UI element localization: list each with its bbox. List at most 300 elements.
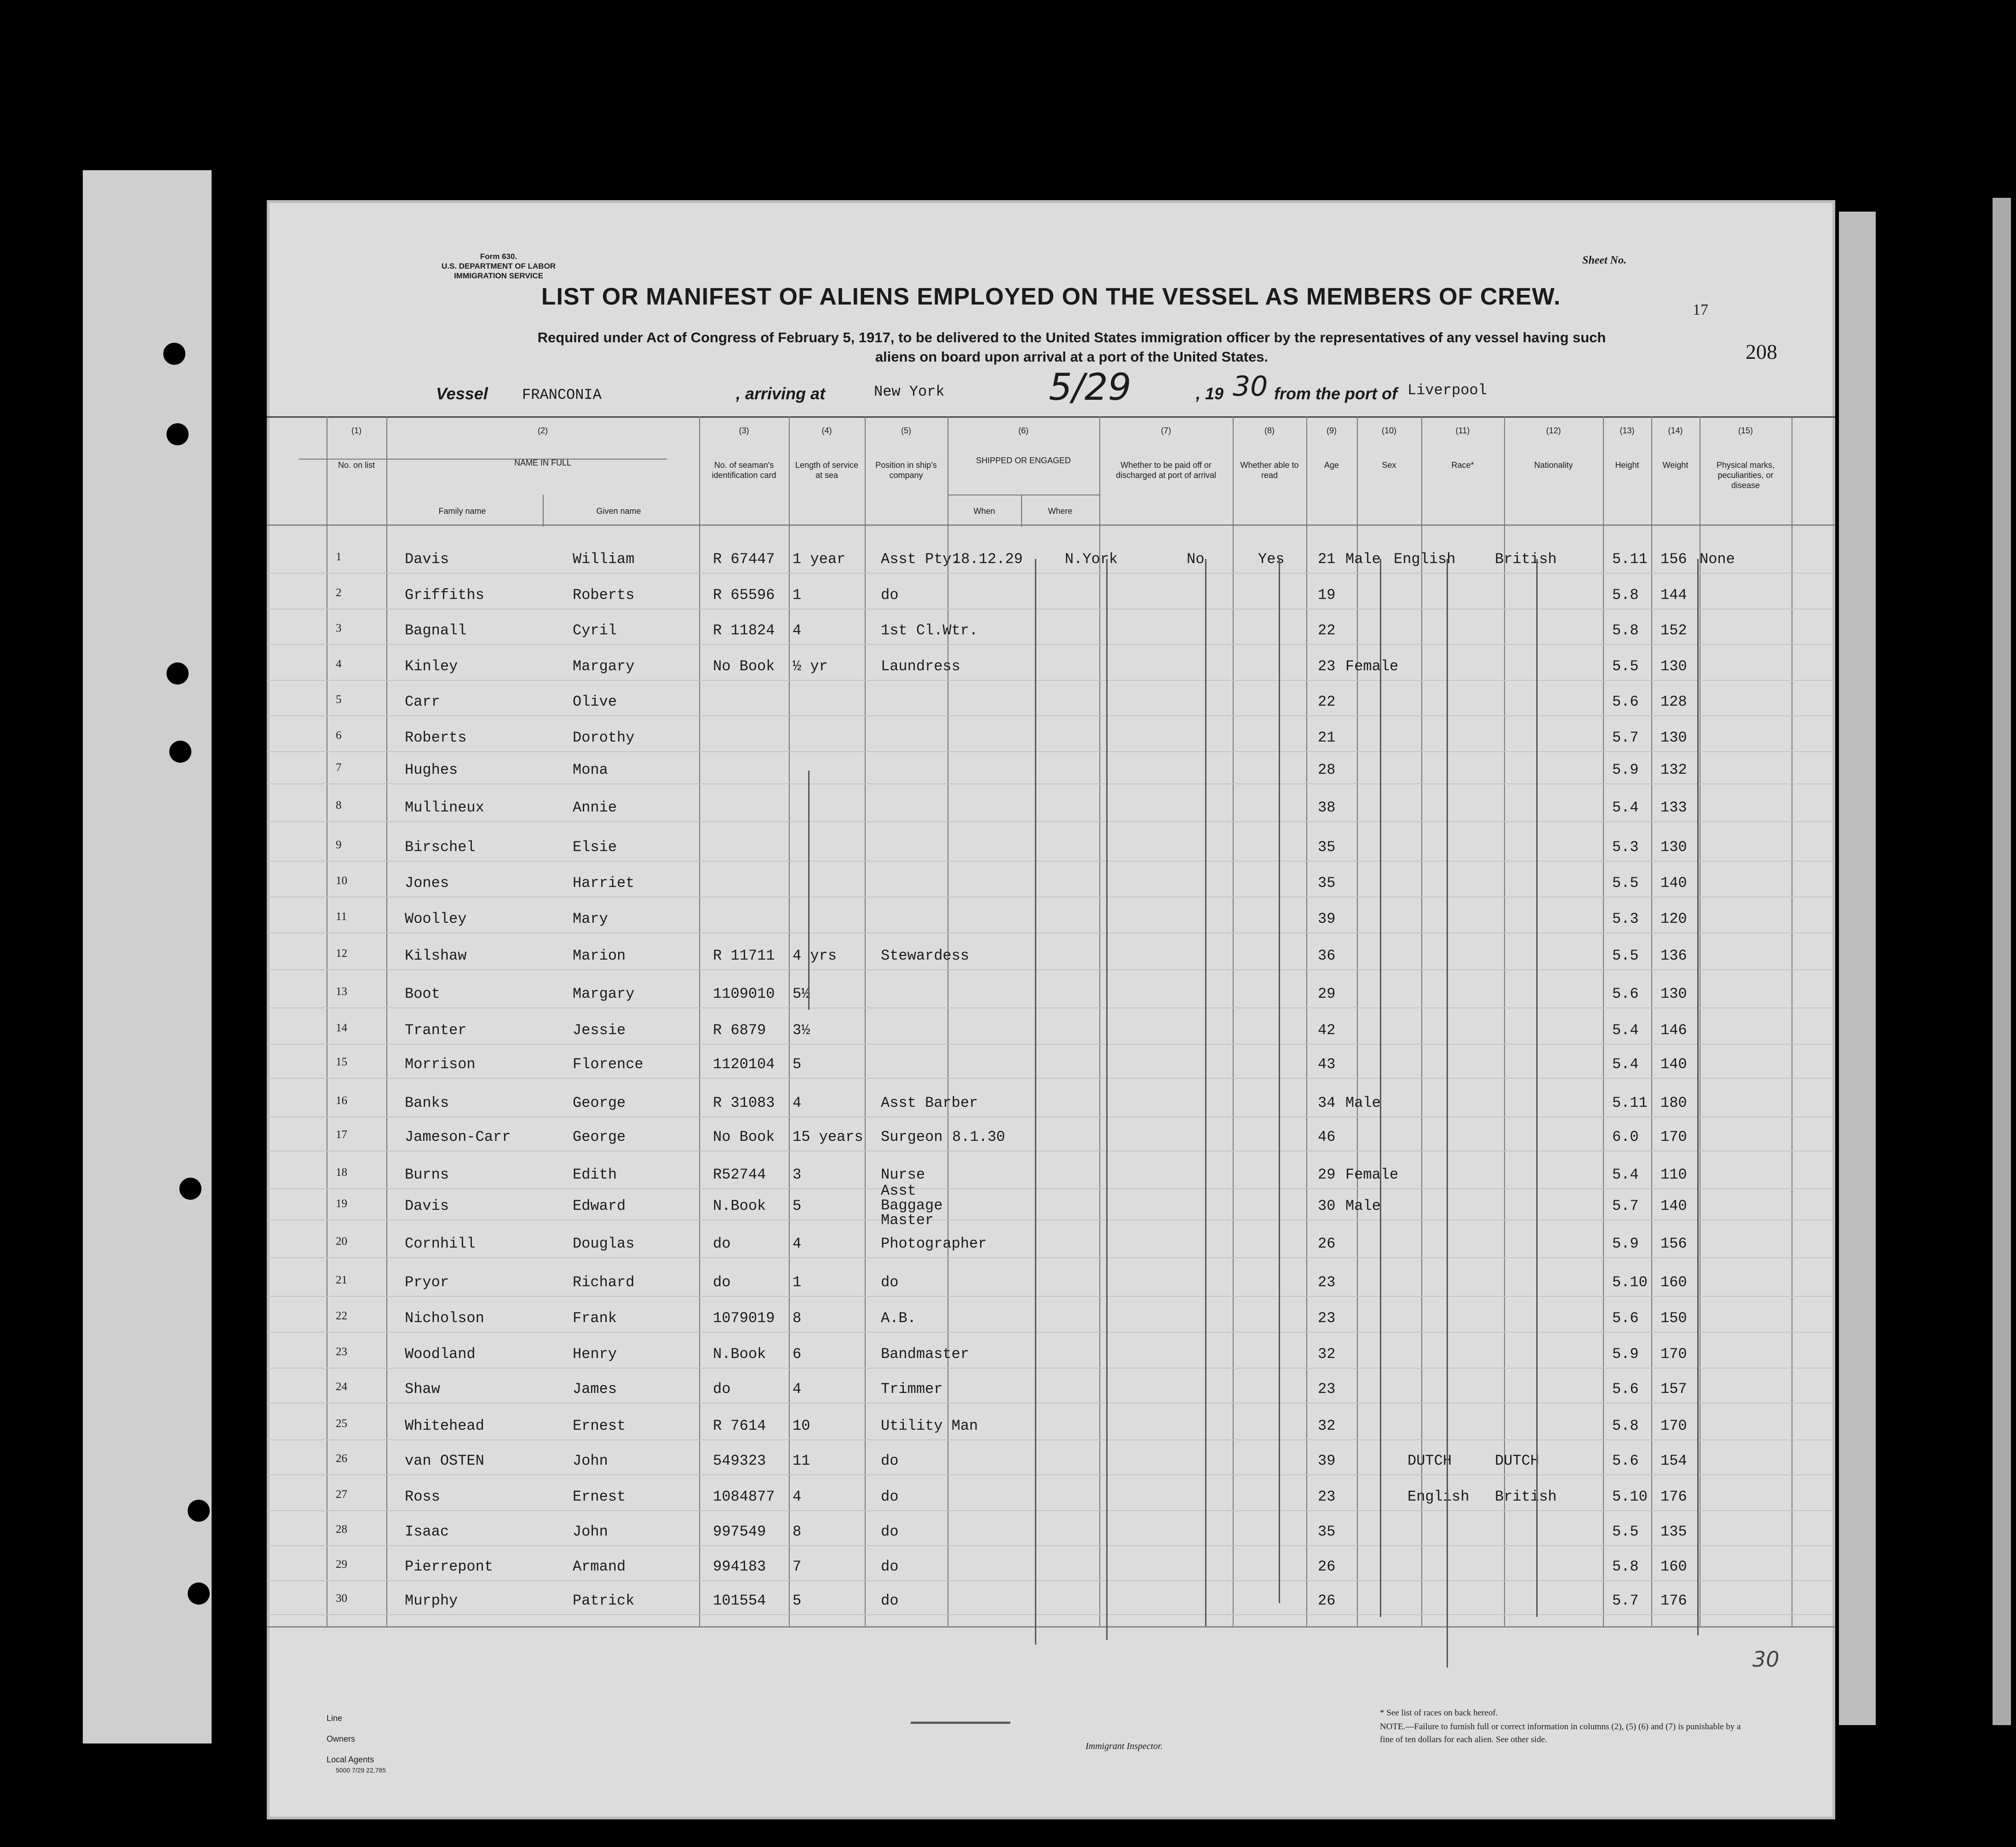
row-given: John [573, 1452, 608, 1469]
column-number: (11) [1455, 426, 1470, 435]
row-service: 6 [793, 1346, 802, 1363]
row-given: Olive [573, 693, 617, 710]
ditto-line [1205, 559, 1206, 1626]
row-rule [267, 897, 1835, 898]
row-service: ½ yr [793, 658, 828, 675]
row-service: 5 [793, 1197, 802, 1214]
row-age: 43 [1318, 1056, 1336, 1073]
adjacent-page-right [1839, 212, 1876, 1725]
row-position: do [881, 1592, 899, 1609]
row-height: 5.3 [1612, 910, 1639, 927]
row-card: R 65596 [713, 587, 775, 604]
ditto-line [1279, 559, 1280, 1603]
row-rule [267, 1580, 1835, 1581]
row-age: 38 [1318, 799, 1336, 816]
row-height: 5.6 [1612, 985, 1639, 1002]
column-header: Sex [1382, 460, 1396, 470]
column-header: Nationality [1534, 460, 1573, 470]
row-weight: 170 [1660, 1346, 1687, 1363]
row-position: do [881, 1274, 899, 1291]
row-family: Roberts [405, 729, 467, 746]
row-card: 994183 [713, 1558, 766, 1575]
row-height: 5.7 [1612, 729, 1639, 746]
row-rule [267, 1188, 1835, 1189]
row-position: Photographer [881, 1235, 987, 1252]
row-family: Pryor [405, 1274, 449, 1291]
row-given: Patrick [573, 1592, 635, 1609]
column-line [1504, 416, 1505, 1626]
punch-hole [188, 1500, 210, 1522]
row-card: R 6879 [713, 1022, 766, 1039]
row-height: 5.9 [1612, 1235, 1639, 1252]
row-no: 22 [336, 1310, 347, 1322]
row-height: 5.9 [1612, 761, 1639, 778]
adjacent-page-far-right [1993, 198, 2011, 1725]
row-given: Florence [573, 1056, 643, 1073]
row-position: Trimmer [881, 1381, 943, 1398]
row-age: 36 [1318, 947, 1336, 964]
row-service: 4 [793, 1488, 802, 1505]
row-family: Birschel [405, 839, 476, 856]
row-given: William [573, 551, 635, 568]
row-nationality: British [1495, 1488, 1557, 1505]
row-family: Nicholson [405, 1310, 484, 1327]
column-number: (7) [1161, 426, 1171, 435]
column-number: (3) [739, 426, 749, 435]
row-weight: 152 [1660, 622, 1687, 639]
row-position: do [881, 1523, 899, 1540]
row-card: N.Book [713, 1346, 766, 1363]
row-no: 9 [336, 839, 342, 851]
row-position: Stewardess [881, 947, 970, 964]
row-weight: 170 [1660, 1417, 1687, 1434]
row-weight: 176 [1660, 1592, 1687, 1609]
row-age: 23 [1318, 1488, 1336, 1505]
row-rule [267, 715, 1835, 716]
column-header: Length of service at sea [795, 460, 859, 480]
row-card: 1084877 [713, 1488, 775, 1505]
ditto-line [1380, 559, 1381, 1617]
row-given: Mona [573, 761, 608, 778]
row-rule [267, 1044, 1835, 1045]
row-weight: 133 [1660, 799, 1687, 816]
row-height: 5.11 [1612, 551, 1648, 568]
row-age: 34 [1318, 1094, 1336, 1111]
column-number: (14) [1668, 426, 1683, 435]
race-footnote: * See list of races on back hereof. [1380, 1708, 1498, 1718]
row-service: 11 [793, 1452, 810, 1469]
row-rule [267, 1545, 1835, 1546]
row-age: 26 [1318, 1558, 1336, 1575]
row-position: Laundress [881, 658, 960, 675]
row-service: 7 [793, 1558, 802, 1575]
row-card: 1079019 [713, 1310, 775, 1327]
row-when: 8.1.30 [952, 1128, 1005, 1145]
column-header: Race* [1451, 460, 1474, 470]
row-given: Margary [573, 658, 635, 675]
vessel-name: FRANCONIA [522, 386, 602, 403]
row-rule [267, 861, 1835, 862]
row-height: 5.8 [1612, 587, 1639, 604]
name-group-header [299, 435, 667, 460]
row-no: 6 [336, 729, 342, 742]
print-code: 5000 7/29 22,785 [336, 1766, 386, 1774]
row-card: do [713, 1381, 731, 1398]
column-number: (6) [1018, 426, 1028, 435]
service-name: IMMIGRATION SERVICE [454, 271, 544, 280]
row-card: 1109010 [713, 985, 775, 1002]
row-height: 5.5 [1612, 658, 1639, 675]
row-family: Tranter [405, 1022, 467, 1039]
row-no: 19 [336, 1197, 347, 1210]
row-marks: None [1700, 551, 1735, 568]
row-race: DUTCH [1407, 1452, 1452, 1469]
manifest-sheet [267, 200, 1835, 1819]
row-no: 20 [336, 1235, 347, 1248]
row-no: 8 [336, 799, 342, 811]
row-given: Frank [573, 1310, 617, 1327]
row-family: Kilshaw [405, 947, 467, 964]
column-number: (8) [1264, 426, 1275, 435]
row-weight: 156 [1660, 551, 1687, 568]
ditto-line [1106, 559, 1108, 1640]
row-nationality: British [1495, 551, 1557, 568]
row-card: R 11711 [713, 947, 775, 964]
row-card: 101554 [713, 1592, 766, 1609]
row-rule [267, 1296, 1835, 1297]
row-card: do [713, 1235, 731, 1252]
row-height: 5.3 [1612, 839, 1639, 856]
row-age: 22 [1318, 622, 1336, 639]
row-height: 5.11 [1612, 1094, 1648, 1111]
row-service: 15 years [793, 1128, 863, 1145]
row-age: 46 [1318, 1128, 1336, 1145]
row-rule [267, 1614, 1835, 1615]
row-service: 1 year [793, 551, 846, 568]
row-given: Marion [573, 947, 626, 964]
row-weight: 132 [1660, 761, 1687, 778]
row-family: Mullineux [405, 799, 484, 816]
row-given: Edward [573, 1197, 626, 1214]
row-rule [267, 1510, 1835, 1511]
row-age: 23 [1318, 1310, 1336, 1327]
row-card: R 11824 [713, 622, 775, 639]
column-number: (10) [1381, 426, 1396, 435]
row-weight: 176 [1660, 1488, 1687, 1505]
owners-label: Owners [327, 1734, 356, 1743]
row-given: Douglas [573, 1235, 635, 1252]
row-position: do [881, 1488, 899, 1505]
row-given: George [573, 1094, 626, 1111]
row-age: 28 [1318, 761, 1336, 778]
row-position: do [881, 587, 899, 604]
row-height: 5.5 [1612, 1523, 1639, 1540]
column-line [699, 416, 700, 1626]
row-family: Shaw [405, 1381, 440, 1398]
row-no: 30 [336, 1592, 347, 1605]
row-family: Bagnall [405, 622, 467, 639]
row-given: Edith [573, 1166, 617, 1183]
row-given: George [573, 1128, 626, 1145]
row-family: Isaac [405, 1523, 449, 1540]
row-paid: No [1187, 551, 1205, 568]
row-rule [267, 1007, 1835, 1008]
column-line [1099, 416, 1100, 1626]
row-card: 549323 [713, 1452, 766, 1469]
row-sex: Male [1345, 551, 1381, 568]
year-handwritten: 30 [1233, 370, 1268, 403]
column-header: NAME IN FULL [514, 458, 572, 467]
arriving-port: New York [874, 383, 945, 400]
row-age: 29 [1318, 1166, 1336, 1183]
row-age: 23 [1318, 658, 1336, 675]
row-no: 25 [336, 1417, 347, 1430]
row-family: van OSTEN [405, 1452, 484, 1469]
row-given: Roberts [573, 587, 635, 604]
row-rule [267, 573, 1835, 574]
row-no: 2 [336, 587, 342, 599]
row-sex: Male [1345, 1094, 1381, 1111]
row-card: No Book [713, 658, 775, 675]
row-age: 32 [1318, 1417, 1336, 1434]
row-card: N.Book [713, 1197, 766, 1214]
column-number: (13) [1620, 426, 1635, 435]
row-weight: 170 [1660, 1128, 1687, 1145]
row-family: Woodland [405, 1346, 476, 1363]
row-given: Annie [573, 799, 617, 816]
where-subheader: Where [1048, 506, 1073, 516]
row-family: Burns [405, 1166, 449, 1183]
row-no: 24 [336, 1381, 347, 1393]
row-sex: Male [1345, 1197, 1381, 1214]
row-service: 4 [793, 622, 802, 639]
row-card: do [713, 1274, 731, 1291]
row-service: 3½ [793, 1022, 810, 1039]
row-given: James [573, 1381, 617, 1398]
row-service: 5 [793, 1592, 802, 1609]
column-line [865, 416, 866, 1626]
row-read: Yes [1258, 551, 1285, 568]
column-header: Position in ship's company [875, 460, 937, 480]
row-age: 35 [1318, 1523, 1336, 1540]
column-header: Weight [1662, 460, 1689, 470]
row-no: 13 [336, 985, 347, 998]
row-age: 23 [1318, 1274, 1336, 1291]
row-weight: 180 [1660, 1094, 1687, 1111]
column-number: (1) [351, 426, 362, 435]
row-service: 1 [793, 587, 802, 604]
punch-hole [188, 1582, 210, 1605]
row-family: Ross [405, 1488, 440, 1505]
column-line [1306, 416, 1307, 1626]
from-port: Liverpool [1407, 382, 1487, 399]
inspector-signature: ⸻ [906, 1696, 1010, 1744]
row-weight: 130 [1660, 729, 1687, 746]
row-given: Dorothy [573, 729, 635, 746]
row-no: 12 [336, 947, 347, 960]
row-service: 3 [793, 1166, 802, 1183]
row-position: Asst Pty. [881, 551, 960, 568]
row-given: Margary [573, 985, 635, 1002]
row-given: Armand [573, 1558, 626, 1575]
when-subheader: When [973, 506, 995, 516]
row-nationality: DUTCH [1495, 1452, 1539, 1469]
row-weight: 154 [1660, 1452, 1687, 1469]
row-no: 17 [336, 1128, 347, 1141]
row-no: 5 [336, 693, 342, 706]
row-service: 8 [793, 1310, 802, 1327]
ditto-line [1697, 559, 1699, 1635]
row-no: 29 [336, 1558, 347, 1571]
row-no: 10 [336, 875, 347, 887]
row-no: 18 [336, 1166, 347, 1179]
column-number: (12) [1546, 426, 1561, 435]
ditto-line [1536, 559, 1538, 1617]
row-weight: 156 [1660, 1235, 1687, 1252]
row-given: John [573, 1523, 608, 1540]
row-no: 14 [336, 1022, 347, 1034]
year-prefix: , 19 [1196, 384, 1224, 403]
sheet-number-label: Sheet No. [1582, 254, 1626, 266]
row-rule [267, 751, 1835, 752]
row-given: Jessie [573, 1022, 626, 1039]
row-service: 8 [793, 1523, 802, 1540]
row-weight: 150 [1660, 1310, 1687, 1327]
column-header: Height [1615, 460, 1639, 470]
row-family: Woolley [405, 910, 467, 927]
row-given: Ernest [573, 1488, 626, 1505]
column-line [1421, 416, 1422, 1626]
family-name-subheader: Family name [438, 506, 486, 516]
row-family: Morrison [405, 1056, 476, 1073]
row-height: 5.6 [1612, 1310, 1639, 1327]
row-weight: 146 [1660, 1022, 1687, 1039]
row-given: Ernest [573, 1417, 626, 1434]
row-height: 5.5 [1612, 875, 1639, 892]
column-line [386, 416, 387, 1626]
header-bottom-border [267, 524, 1835, 526]
row-sex: Female [1345, 658, 1399, 675]
row-age: 22 [1318, 693, 1336, 710]
row-height: 5.4 [1612, 799, 1639, 816]
punch-hole [179, 1178, 201, 1200]
row-rule [267, 1368, 1835, 1369]
row-family: Cornhill [405, 1235, 476, 1252]
column-header: Whether to be paid off or discharged at port of arrival [1115, 460, 1217, 480]
row-height: 5.9 [1612, 1346, 1639, 1363]
ditto-line [1447, 559, 1448, 1668]
row-card: No Book [713, 1128, 775, 1145]
row-age: 21 [1318, 551, 1336, 568]
from-port-label: from the port of [1274, 384, 1397, 403]
column-number: (15) [1738, 426, 1753, 435]
punch-hole [167, 423, 189, 445]
column-number: (9) [1327, 426, 1337, 435]
row-height: 5.10 [1612, 1274, 1648, 1291]
row-position: Nurse [881, 1166, 925, 1183]
row-height: 5.4 [1612, 1022, 1639, 1039]
vessel-label: Vessel [436, 384, 488, 403]
row-given: Cyril [573, 622, 617, 639]
row-service: 1 [793, 1274, 802, 1291]
row-family: Murphy [405, 1592, 458, 1609]
column-line [789, 416, 790, 1626]
row-height: 5.6 [1612, 693, 1639, 710]
margin-mark: 17 [1693, 301, 1708, 318]
row-weight: 130 [1660, 839, 1687, 856]
subtitle: Required under Act of Congress of February 5, 1917, to be delivered to the United States immigration officer by the representatives of any vessel having such aliens on board upon arrival at a port of the United States. [537, 329, 1606, 365]
row-weight: 110 [1660, 1166, 1687, 1183]
row-weight: 157 [1660, 1381, 1687, 1398]
row-no: 15 [336, 1056, 347, 1068]
row-family: Hughes [405, 761, 458, 778]
row-weight: 140 [1660, 1197, 1687, 1214]
row-rule [267, 821, 1835, 822]
row-position: A.B. [881, 1310, 916, 1327]
row-card: R 7614 [713, 1417, 766, 1434]
row-height: 5.7 [1612, 1592, 1639, 1609]
row-age: 23 [1318, 1381, 1336, 1398]
row-weight: 144 [1660, 587, 1687, 604]
row-rule [267, 609, 1835, 610]
row-family: Kinley [405, 658, 458, 675]
row-rule [267, 1439, 1835, 1440]
row-weight: 135 [1660, 1523, 1687, 1540]
punch-hole [167, 662, 189, 685]
row-age: 39 [1318, 1452, 1336, 1469]
row-service: 5½ [793, 985, 810, 1002]
row-given: Harriet [573, 875, 635, 892]
tally-mark: 30 [1752, 1647, 1780, 1672]
row-family: Jameson-Carr [405, 1128, 511, 1145]
column-line [1603, 416, 1604, 1626]
row-family: Banks [405, 1094, 449, 1111]
punch-hole [163, 343, 185, 365]
row-age: 21 [1318, 729, 1336, 746]
row-rule [267, 1403, 1835, 1404]
row-age: 26 [1318, 1235, 1336, 1252]
inspector-label: Immigrant Inspector. [1086, 1741, 1163, 1751]
row-age: 30 [1318, 1197, 1336, 1214]
table-bottom-border [267, 1626, 1835, 1628]
row-age: 32 [1318, 1346, 1336, 1363]
row-age: 35 [1318, 839, 1336, 856]
row-family: Carr [405, 693, 440, 710]
penalty-note: NOTE.—Failure to furnish full or correct information in columns (2), (5) (6) and (7) is punishable by a fine of ten dollars for each alien. See other side. [1380, 1722, 1741, 1744]
column-header: No. of seaman's identification card [712, 460, 776, 480]
row-height: 5.7 [1612, 1197, 1639, 1214]
row-family: Jones [405, 875, 449, 892]
row-no: 28 [336, 1523, 347, 1536]
row-position: Bandmaster [881, 1346, 970, 1363]
row-height: 5.8 [1612, 622, 1639, 639]
page-title: LIST OR MANIFEST OF ALIENS EMPLOYED ON THE VESSEL AS MEMBERS OF CREW. [541, 283, 1561, 310]
row-family: Griffiths [405, 587, 484, 604]
row-no: 21 [336, 1274, 347, 1286]
row-height: 5.6 [1612, 1452, 1639, 1469]
ditto-line [1035, 559, 1036, 1645]
row-service: 4 [793, 1235, 802, 1252]
row-height: 6.0 [1612, 1128, 1639, 1145]
row-family: Whitehead [405, 1417, 484, 1434]
row-card: 997549 [713, 1523, 766, 1540]
row-height: 5.8 [1612, 1558, 1639, 1575]
arriving-label: , arriving at [736, 384, 826, 403]
form-number: Form 630. [480, 252, 517, 261]
row-weight: 128 [1660, 693, 1687, 710]
row-position: Asst Baggage Master [881, 1182, 943, 1229]
row-when: 18.12.29 [952, 551, 1023, 568]
